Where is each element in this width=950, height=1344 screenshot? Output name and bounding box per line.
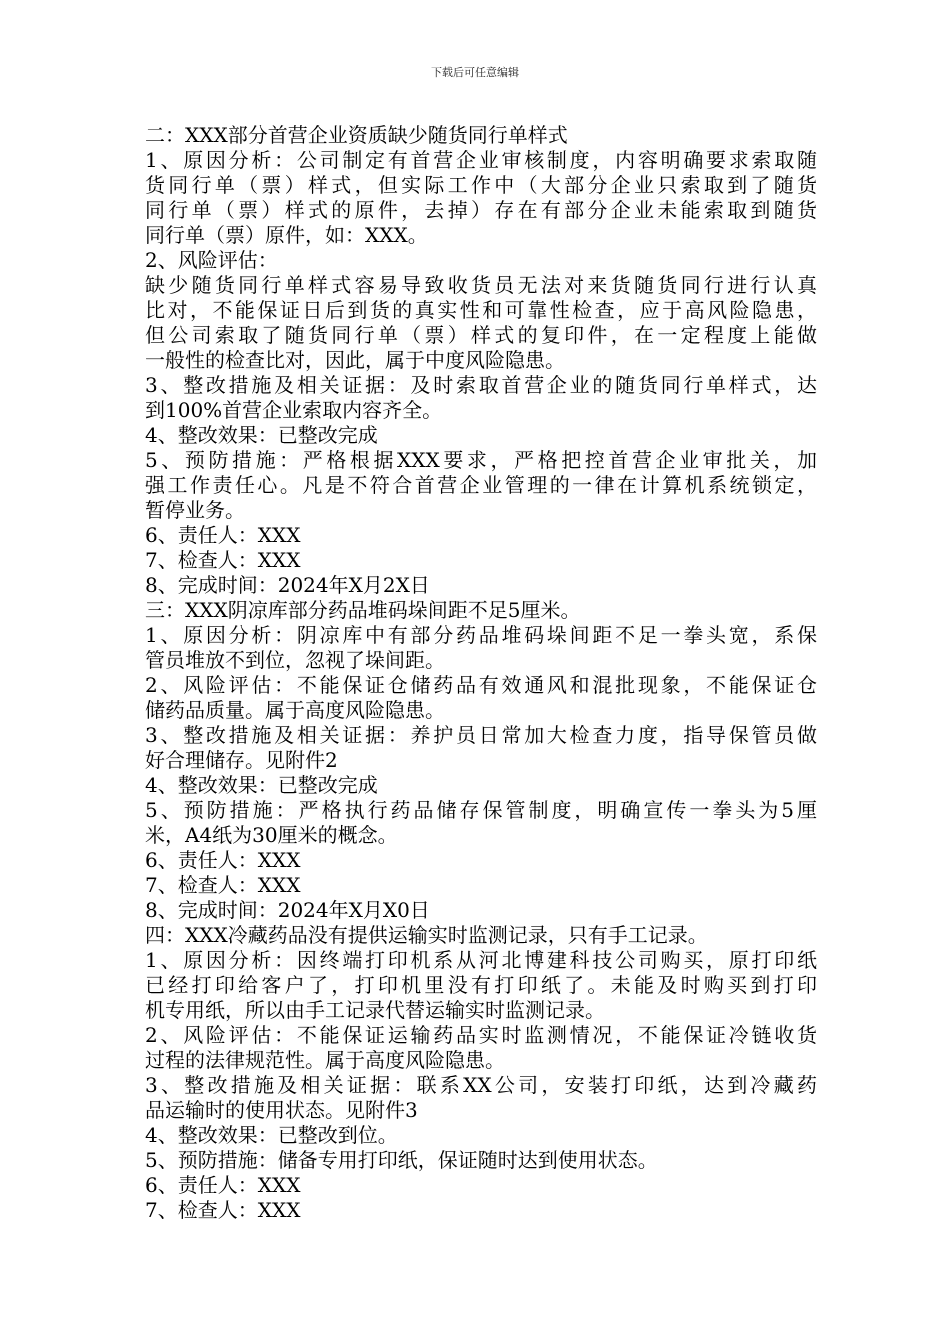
text-line: 四：XXX冷藏药品没有提供运输实时监测记录，只有手工记录。 (145, 923, 708, 947)
text-line: 4、整改效果：已整改完成 (145, 423, 378, 447)
text-line: 一般性的检查比对，因此，属于中度风险隐患。 (145, 348, 565, 372)
text-line: 已经打印给客户了，打印机里没有打印纸了。未能及时购买到打印 (145, 973, 817, 997)
text-line: 到100%首营企业索取内容齐全。 (145, 398, 443, 422)
text-line: 三：XXX阴凉库部分药品堆码垛间距不足5厘米。 (145, 598, 581, 622)
text-line: 好合理储存。见附件2 (145, 748, 338, 772)
text-line: 缺少随货同行单样式容易导致收货员无法对来货随货同行进行认真 (145, 273, 817, 297)
text-line: 2、风险评估：不能保证运输药品实时监测情况，不能保证冷链收货 (145, 1023, 817, 1047)
text-line: 5、预防措施：严格根据XXX要求，严格把控首营企业审批关，加 (145, 448, 817, 472)
text-line: 货同行单（票）样式，但实际工作中（大部分企业只索取到了随货 (145, 173, 817, 197)
text-line: 机专用纸，所以由手工记录代替运输实时监测记录。 (145, 998, 605, 1022)
text-line: 同行单（票）样式的原件，去掉）存在有部分企业未能索取到随货 (145, 198, 817, 222)
text-line: 1、原因分析：因终端打印机系从河北博建科技公司购买，原打印纸 (145, 948, 817, 972)
text-line: 强工作责任心。凡是不符合首营企业管理的一律在计算机系统锁定， (145, 473, 817, 497)
text-line: 7、检查人：XXX (145, 873, 301, 897)
text-line: 3、整改措施及相关证据：及时索取首营企业的随货同行单样式，达 (145, 373, 817, 397)
text-line: 7、检查人：XXX (145, 548, 301, 572)
text-line: 2、风险评估： (145, 248, 278, 272)
text-line: 5、预防措施：严格执行药品储存保管制度，明确宣传一拳头为5厘 (145, 798, 817, 822)
text-line: 4、整改效果：已整改到位。 (145, 1123, 398, 1147)
text-line: 8、完成时间：2024年X月2X日 (145, 573, 430, 597)
text-line: 3、整改措施及相关证据：联系XX公司，安装打印纸，达到冷藏药 (145, 1073, 817, 1097)
page-header-note: 下载后可任意编辑 (431, 66, 519, 79)
text-line: 3、整改措施及相关证据：养护员日常加大检查力度，指导保管员做 (145, 723, 817, 747)
text-line: 1、原因分析：公司制定有首营企业审核制度，内容明确要求索取随 (145, 148, 817, 172)
text-line: 4、整改效果：已整改完成 (145, 773, 378, 797)
text-line: 储药品质量。属于高度风险隐患。 (145, 698, 445, 722)
text-line: 管员堆放不到位，忽视了垛间距。 (145, 648, 445, 672)
text-line: 8、完成时间：2024年X月X0日 (145, 898, 430, 922)
text-line: 同行单（票）原件，如：XXX。 (145, 223, 428, 247)
text-line: 2、风险评估：不能保证仓储药品有效通风和混批现象，不能保证仓 (145, 673, 817, 697)
text-line: 6、责任人：XXX (145, 848, 301, 872)
document-body (145, 123, 817, 1223)
text-line: 二：XXX部分首营企业资质缺少随货同行单样式 (145, 123, 568, 147)
text-line: 5、预防措施：储备专用打印纸，保证随时达到使用状态。 (145, 1148, 658, 1172)
text-line: 过程的法律规范性。属于高度风险隐患。 (145, 1048, 505, 1072)
text-line: 暂停业务。 (145, 498, 245, 522)
text-line: 6、责任人：XXX (145, 1173, 301, 1197)
text-line: 但公司索取了随货同行单（票）样式的复印件，在一定程度上能做 (145, 323, 817, 347)
text-line: 品运输时的使用状态。见附件3 (145, 1098, 418, 1122)
text-line: 6、责任人：XXX (145, 523, 301, 547)
text-line: 米，A4纸为30厘米的概念。 (145, 823, 398, 847)
text-line: 7、检查人：XXX (145, 1198, 301, 1222)
text-line: 1、原因分析：阴凉库中有部分药品堆码垛间距不足一拳头宽，系保 (145, 623, 817, 647)
text-line: 比对，不能保证日后到货的真实性和可靠性检查，应于高风险隐患， (145, 298, 817, 322)
